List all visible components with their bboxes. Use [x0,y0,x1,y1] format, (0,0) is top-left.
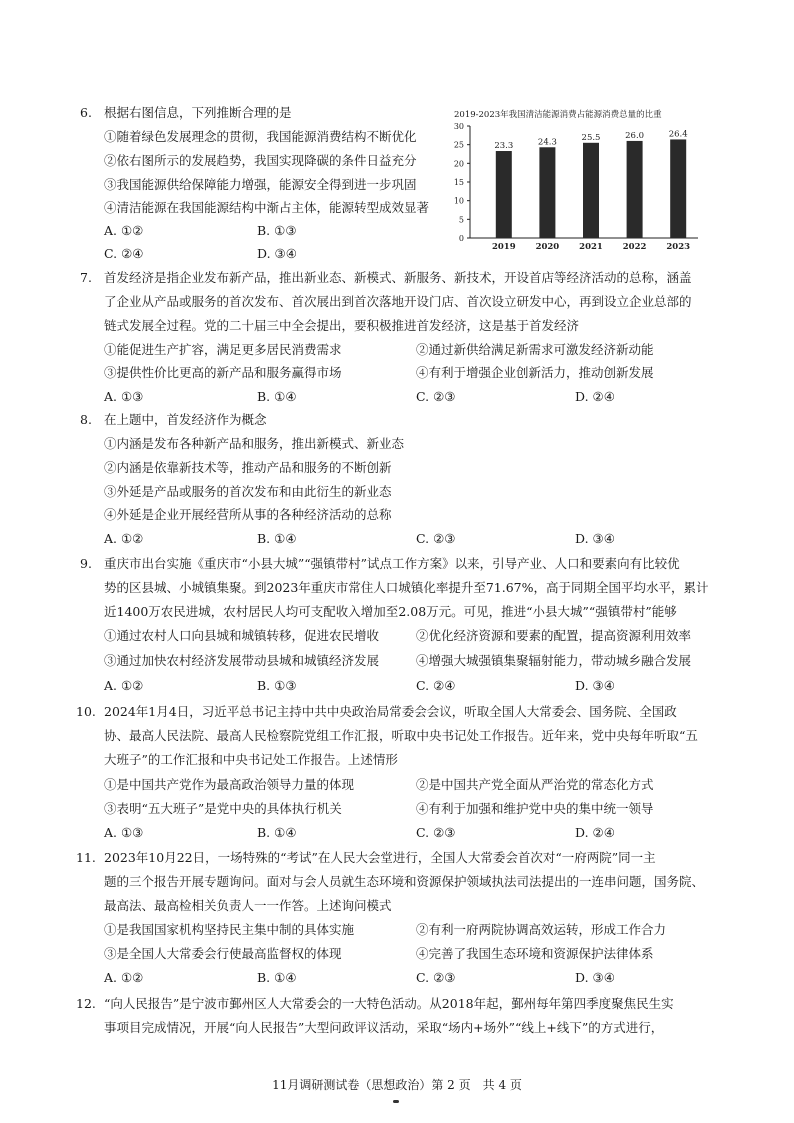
q9-option-d: D. ③④ [575,678,615,693]
q11-statement-1: ①是我国国家机构坚持民主集中制的具体实施 [104,922,355,937]
q10-option-d: D. ②④ [575,825,615,840]
q11-stem-line-3: 最高法、最高检相关负责人一一作答。上述询问模式 [104,898,392,913]
q6-statement-1: ①随着绿色发展理念的贯彻，我国能源消费结构不断优化 [104,129,417,144]
bar-2020 [539,147,555,238]
q11-statement-4: ④完善了我国生态环境和资源保护法律体系 [416,946,654,961]
q9-option-c: C. ②④ [416,678,456,693]
bar-2021 [583,143,599,238]
q7-statement-2: ②通过新供给满足新需求可激发经济新动能 [416,342,654,357]
x-tick-label: 2023 [666,242,691,252]
clean-energy-chart [448,108,704,258]
bar-value-label: 24.3 [537,137,557,148]
q11-option-d: D. ③④ [575,970,615,985]
y-tick-label: 20 [453,159,464,169]
question-11-number: 11. [76,850,96,865]
question-9-number: 9. [80,556,92,571]
q9-stem-line-3: 近1400万农民进城，农村居民人均可支配收入增加至2.08万元。可见，推进“小县大城”“强镇带村”能够 [104,604,677,619]
q10-stem-line-3: 大班子”的工作汇报和中央书记处工作报告。上述情形 [104,752,398,767]
q7-option-a: A. ①③ [104,389,144,404]
q7-option-b: B. ①④ [257,389,297,404]
q7-option-c: C. ②③ [416,389,456,404]
q9-statement-2: ②优化经济资源和要素的配置，提高资源利用效率 [416,628,692,643]
q6-option-d: D. ③④ [257,246,297,261]
q8-statement-3: ③外延是产品或服务的首次发布和由此衍生的新业态 [104,484,392,499]
q7-stem-line-3: 链式发展全过程。党的二十届三中全会提出，要积极推进首发经济，这是基于首发经济 [104,318,580,333]
q7-statement-1: ①能促进生产扩容，满足更多居民消费需求 [104,342,342,357]
q6-statement-3: ③我国能源供给保障能力增强，能源安全得到进一步巩固 [104,177,417,192]
q11-statement-2: ②有利一府两院协调高效运转，形成工作合力 [416,922,667,937]
q10-stem-line-2: 协、最高人民法院、最高人民检察院党组工作汇报，听取中央书记处工作报告。近年来，党中央每年听取“五 [104,728,698,743]
q9-statement-1: ①通过农村人口向县城和城镇转移，促进农民增收 [104,628,380,643]
question-6-stem: 根据右图信息，下列推断合理的是 [104,105,292,120]
q12-stem-line-1: “向人民报告”是宁波市鄞州区人大常委会的一大特色活动。从2018年起，鄞州每年第四季度聚焦民生实 [104,996,674,1011]
q9-option-b: B. ①③ [257,678,297,693]
x-tick-label: 2021 [579,242,603,252]
question-7-number: 7. [80,270,92,285]
bar-value-label: 26.4 [668,129,688,140]
q8-option-a: A. ①② [104,531,144,546]
q10-statement-2: ②是中国共产党全面从严治党的常态化方式 [416,777,654,792]
question-10-number: 10. [76,704,96,719]
q7-option-d: D. ②④ [575,389,615,404]
q11-option-a: A. ①② [104,970,144,985]
q6-option-b: B. ①③ [257,223,297,238]
q8-option-d: D. ③④ [575,531,615,546]
q6-statement-4: ④清洁能源在我国能源结构中渐占主体，能源转型成效显著 [104,200,430,215]
chart-svg [448,108,704,258]
q9-statement-4: ④增强大城强镇集聚辐射能力，带动城乡融合发展 [416,653,692,668]
q8-option-c: C. ②③ [416,531,456,546]
y-tick-label: 30 [453,122,464,131]
q11-statement-3: ③是全国人大常委会行使最高监督权的体现 [104,946,342,961]
q10-statement-1: ①是中国共产党作为最高政治领导力量的体现 [104,777,355,792]
q7-stem-line-1: 首发经济是指企业发布新产品，推出新业态、新模式、新服务、新技术，开设首店等经济活动的总称，涵盖 [104,270,692,285]
bar-value-label: 25.5 [581,132,601,143]
y-tick-label: 15 [453,178,464,187]
q12-stem-line-2: 事项目完成情况，开展“向人民报告”大型问政评议活动，采取“场内+场外”“线上+线下”的方式进行， [104,1020,664,1035]
question-6-number: 6. [80,105,92,120]
q10-option-b: B. ①④ [257,825,297,840]
bar-2023 [670,139,686,238]
q6-option-a: A. ①② [104,223,144,238]
q10-statement-4: ④有利于加强和维护党中央的集中统一领导 [416,801,654,816]
question-8-stem: 在上题中，首发经济作为概念 [104,412,267,427]
q8-statement-4: ④外延是企业开展经营所从事的各种经济活动的总称 [104,507,392,522]
bar-2019 [496,151,512,238]
x-tick-label: 2022 [622,242,647,252]
y-tick-label: 0 [458,234,464,243]
y-tick-label: 25 [453,140,464,150]
q10-option-a: A. ①③ [104,825,144,840]
chart-title: 2019-2023年我国清洁能源消费占能源消费总量的比重 [454,110,662,120]
scan-mark [393,1100,399,1103]
q6-statement-2: ②依右图所示的发展趋势，我国实现降碳的条件日益充分 [104,153,417,168]
q11-stem-line-2: 题的三个报告开展专题询问。面对与会人员就生态环境和资源保护领域执法司法提出的一连串问题，国务院、 [104,874,705,889]
x-tick-label: 2019 [491,242,516,252]
q8-statement-1: ①内涵是发布各种新产品和服务，推出新模式、新业态 [104,436,405,451]
q10-statement-3: ③表明“五大班子”是党中央的具体执行机关 [104,801,342,816]
q10-option-c: C. ②③ [416,825,456,840]
q8-option-b: B. ①④ [257,531,297,546]
q7-statement-3: ③提供性价比更高的新产品和服务赢得市场 [104,365,342,380]
q7-statement-4: ④有利于增强企业创新活力，推动创新发展 [416,365,654,380]
q10-stem-line-1: 2024年1月4日，习近平总书记主持中共中央政治局常委会会议，听取全国人大常委会、国务院、全国政 [104,704,677,719]
q6-option-c: C. ②④ [104,246,144,261]
q7-stem-line-2: 了企业从产品或服务的首次发布、首次展出到首次落地开设门店、首次设立研发中心，再到设立企业总部的 [104,294,692,309]
q9-statement-3: ③通过加快农村经济发展带动县城和城镇经济发展 [104,653,380,668]
q8-statement-2: ②内涵是依靠新技术等，推动产品和服务的不断创新 [104,460,392,475]
q11-option-b: B. ①④ [257,970,297,985]
question-12-number: 12. [76,996,96,1011]
question-8-number: 8. [80,412,92,427]
y-tick-label: 5 [458,215,464,225]
bar-value-label: 23.3 [494,141,514,152]
y-tick-label: 10 [453,196,464,206]
bar-value-label: 26.0 [625,130,645,141]
page-footer: 11月调研测试卷（思想政治）第 2 页 共 4 页 [272,1078,522,1092]
q9-stem-line-2: 势的区县城、小城镇集聚。到2023年重庆市常住人口城镇化率提升至71.67%，高于同期全国平均水平，累计 [104,580,709,595]
bar-2022 [627,141,643,238]
x-tick-label: 2020 [535,242,560,252]
q9-stem-line-1: 重庆市出台实施《重庆市“小县大城”“强镇带村”试点工作方案》以来，引导产业、人口和要素向有比较优 [104,556,680,571]
q9-option-a: A. ①② [104,678,144,693]
q11-stem-line-1: 2023年10月22日，一场特殊的“考试”在人民大会堂进行，全国人大常委会首次对“一府两院”同一主 [104,850,656,865]
q11-option-c: C. ②③ [416,970,456,985]
